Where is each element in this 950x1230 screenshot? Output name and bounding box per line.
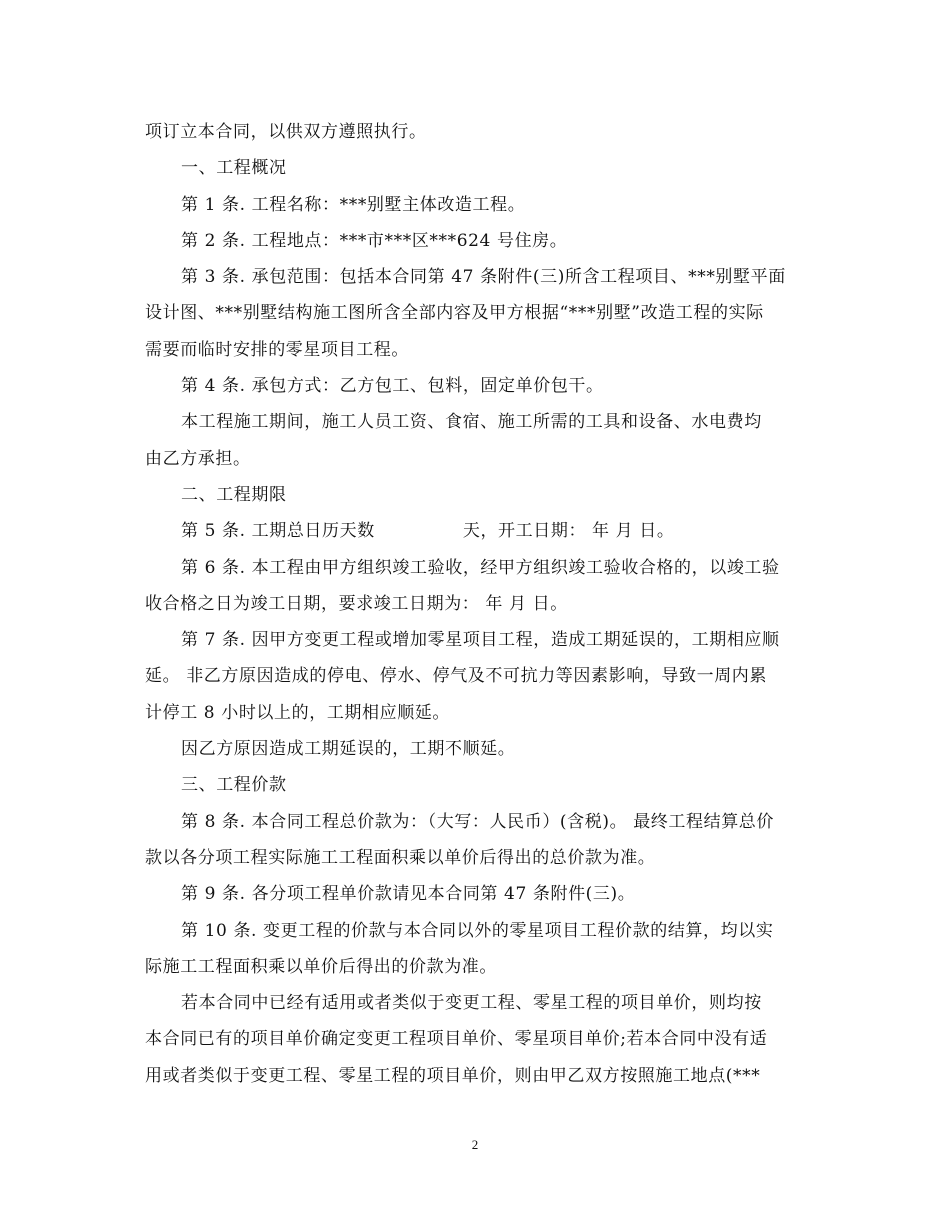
clause-1: 第 1 条. 工程名称：***别墅主体改造工程。 <box>181 194 526 215</box>
clause-5-end: 天，开工日期： 年 月 日。 <box>462 521 675 542</box>
text-line: 延。 非乙方原因造成的停电、停水、停气及不可抗力等因素影响，导致一周内累 <box>145 666 768 687</box>
text-line: 由乙方承担。 <box>145 448 251 469</box>
paragraph: 若本合同中已经有适用或者类似于变更工程、零星工程的项目单价，则均按 <box>181 993 762 1014</box>
clause-3: 第 3 条. 承包范围：包括本合同第 47 条附件(三)所含工程项目、***别墅平面 <box>181 267 786 288</box>
text-line: 设计图、***别墅结构施工图所含全部内容及甲方根据“***别墅”改造工程的实际 <box>145 303 764 324</box>
clause-6: 第 6 条. 本工程由甲方组织竣工验收，经甲方组织竣工验收合格的，以竣工验 <box>181 557 780 578</box>
clause-10: 第 10 条. 变更工程的价款与本合同以外的零星项目工程价款的结算，均以实 <box>181 920 774 941</box>
text-line: 需要而临时安排的零星项目工程。 <box>145 339 409 360</box>
section-heading: 三、工程价款 <box>181 775 287 796</box>
text-line: 项订立本合同，以供双方遵照执行。 <box>145 122 427 142</box>
text-line: 际施工工程面积乘以单价后得出的价款为准。 <box>145 956 497 977</box>
text-line: 收合格之日为竣工日期，要求竣工日期为： 年 月 日。 <box>145 593 568 614</box>
clause-2: 第 2 条. 工程地点：***市***区***624 号住房。 <box>181 230 568 251</box>
clause-8: 第 8 条. 本合同工程总价款为：（大写：人民币）(含税)。 最终工程结算总价 <box>181 811 774 832</box>
text-line: 计停工 8 小时以上的，工期相应顺延。 <box>145 702 451 723</box>
text-line: 款以各分项工程实际施工工程面积乘以单价后得出的总价款为准。 <box>145 847 656 868</box>
clause-5-start: 第 5 条. 工期总日历天数 <box>181 521 375 542</box>
clause-7: 第 7 条. 因甲方变更工程或增加零星项目工程，造成工期延误的，工期相应顺 <box>181 630 780 651</box>
clause-9: 第 9 条. 各分项工程单价款请见本合同第 47 条附件(三)。 <box>181 884 636 905</box>
clause-5 <box>145 513 805 549</box>
section-heading: 一、工程概况 <box>181 158 287 179</box>
paragraph: 因乙方原因造成工期延误的，工期不顺延。 <box>181 739 516 760</box>
section-heading: 二、工程期限 <box>181 484 287 505</box>
text-line: 本合同已有的项目单价确定变更工程项目单价、零星项目单价;若本合同中没有适 <box>145 1029 768 1050</box>
document-body <box>145 114 805 1094</box>
text-line: 用或者类似于变更工程、零星工程的项目单价，则由甲乙双方按照施工地点(*** <box>145 1065 761 1086</box>
paragraph: 本工程施工期间，施工人员工资、食宿、施工所需的工具和设备、水电费均 <box>181 412 762 433</box>
clause-4: 第 4 条. 承包方式：乙方包工、包料，固定单价包干。 <box>181 376 604 397</box>
page-number: 2 <box>471 1137 479 1152</box>
